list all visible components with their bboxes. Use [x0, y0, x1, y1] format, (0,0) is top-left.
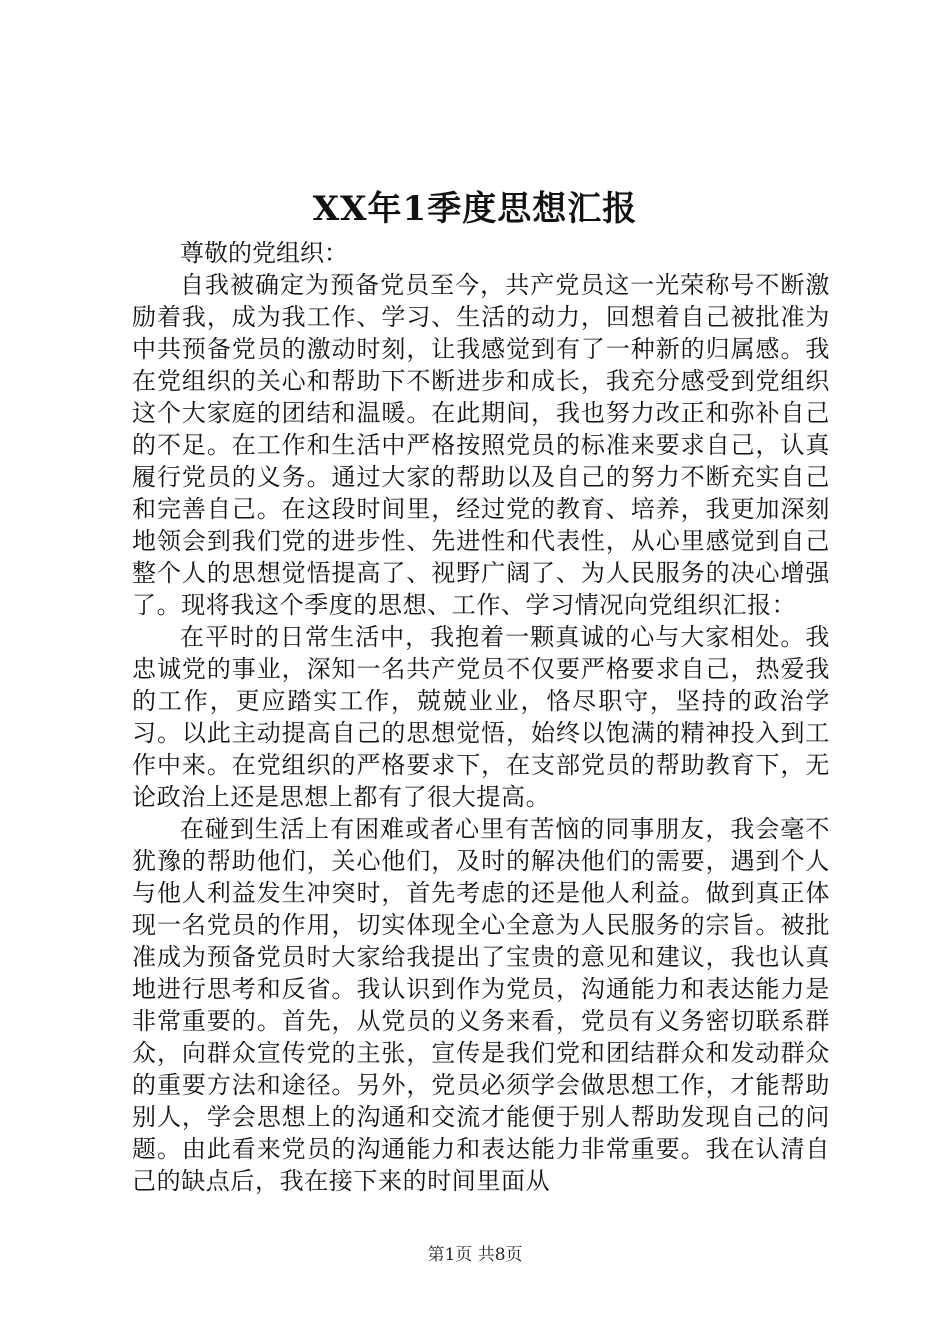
page-number-footer: 第1页 共8页 [427, 1245, 523, 1265]
document-title: XX年1季度思想汇报 [312, 189, 638, 229]
paragraph-3: 在碰到生活上有困难或者心里有苦恼的同事朋友，我会毫不犹豫的帮助他们，关心他们，及时的解决他们的需要，遇到个人与他人利益发生冲突时，首先考虑的还是他人利益。做到真正体现一名党员的作用，切实体现全心全意为人民服务的宗旨。被批准成为预备党员时大家给我提出了宝贵的意见和建议，我也认真地进行思考和反省。我认识到作为党员，沟通能力和表达能力是非常重要的。首先，从党员的义务来看，党员有义务密切联系群众，向群众宣传党的主张，宣传是我们党和团结群众和发动群众的重要方法和途径。另外，党员必须学会做思想工作，才能帮助别人，学会思想上的沟通和交流才能便于别人帮助发现自己的问题。由此看来党员的沟通能力和表达能力非常重要。我在认清自己的缺点后，我在接下来的时间里面从 [132, 815, 830, 1195]
paragraph-2: 在平时的日常生活中，我抱着一颗真诚的心与大家相处。我忠诚党的事业，深知一名共产党员不仅要严格要求自己，热爱我的工作，更应踏实工作，兢兢业业，恪尽职守，坚持的政治学习。以此主动提高自己的思想觉悟，始终以饱满的精神投入到工作中来。在党组织的严格要求下，在支部党员的帮助教育下，无论政治上还是思想上都有了很大提高。 [132, 623, 830, 811]
document-body [132, 237, 830, 1197]
paragraph-1: 自我被确定为预备党员至今，共产党员这一光荣称号不断激励着我，成为我工作、学习、生活的动力，回想着自己被批准为中共预备党员的激动时刻，让我感觉到有了一种新的归属感。我在党组织的关心和帮助下不断进步和成长，我充分感受到党组织这个大家庭的团结和温暖。在此期间，我也努力改正和弥补自己的不足。在工作和生活中严格按照党员的标准来要求自己，认真履行党员的义务。通过大家的帮助以及自己的努力不断充实自己和完善自己。在这段时间里，经过党的教育、培养，我更加深刻地领会到我们党的进步性、先进性和代表性，从心里感觉到自己整个人的思想觉悟提高了、视野广阔了、为人民服务的决心增强了。现将我这个季度的思想、工作、学习情况向党组织汇报： [132, 271, 830, 619]
greeting: 尊敬的党组织： [180, 239, 348, 267]
